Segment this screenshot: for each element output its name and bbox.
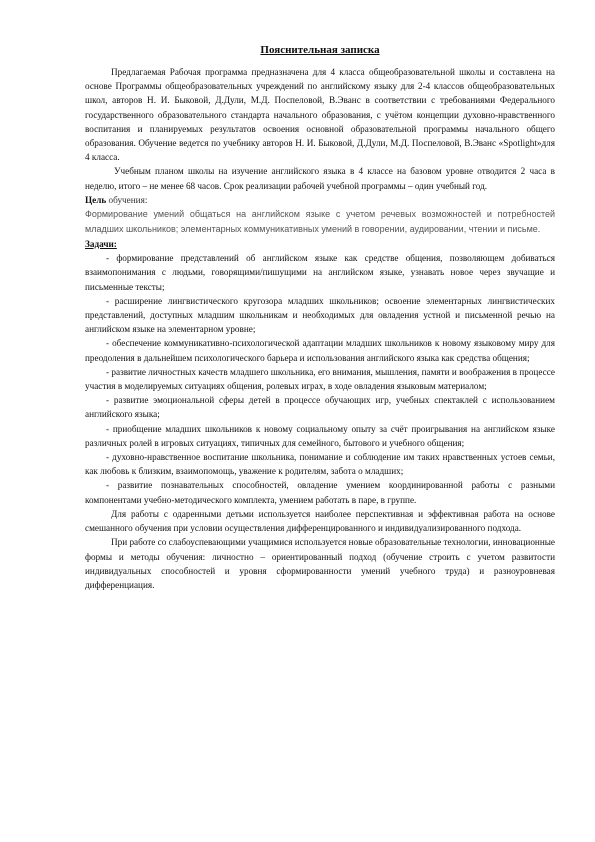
intro-paragraph: Предлагаемая Рабочая программа предназначена для 4 класса общеобразовательной школы и составлена на основе Программы общеобразовательных учреждений по английскому языку для 2-4 классов общеобразовательных школ, авторов Н. И. Быковой, Д.Дули, М.Д. Поспеловой, В.Эванс в соответствии с требованиями Федерального государственного образовательного стандарта начального образования, с учётом концепции духовно-нравственного воспитания и планируемых результатов освоения основной образовательной программы начального общего образования. Обучение ведется по учебнику авторов Н. И. Быковой, Д.Дули, М.Д. Поспеловой, В.Эванс «Spotlight»для 4 класса. xyxy=(85,67,555,163)
task-item: - развитие эмоциональной сферы детей в процессе обучающих игр, учебных спектаклей с использованием английского языка; xyxy=(85,395,555,420)
goal-text: Формирование умений общаться на английском языке с учетом речевых возможностей и потребностей младших школьников; элементарных коммуникативных умений в говорении, аудировании, чтении и письме. xyxy=(85,209,555,235)
task-item: - обеспечение коммуникативно-психологической адаптации младших школьников к новому языковому миру для преодоления в дальнейшем психологического барьера и использования английского языка как средства общения; xyxy=(85,338,555,363)
weak-students-paragraph: При работе со слабоуспевающими учащимися используется новые образовательные технологии, инновационные формы и методы обучения: личностно – ориентированный подход (обучение строить с учетом развитости индивидуальных способностей и уровня сформированности умений учебного труда) и разноуровневая дифференциация. xyxy=(85,537,555,590)
task-item: - формирование представлений об английском языке как средстве общения, позволяющем добиваться взаимопонимания с людьми, говорящими/пишущими на английском языке, узнавать новое через звучащие и письменные тексты; xyxy=(85,253,555,292)
gifted-paragraph: Для работы с одаренными детьми используется наиболее перспективная и эффективная работа на основе смешанного обучения при условии осуществления дифференцированного и индивидуализированного подхода. xyxy=(85,508,555,534)
task-item: - расширение лингвистического кругозора младших школьников; освоение элементарных лингвистических представлений, доступных младшим школьникам и необходимых для овладения устной и письменной речью на английском языке на элементарном уровне; xyxy=(85,295,555,335)
task-item: - развитие личностных качеств младшего школьника, его внимания, мышления, памяти и воображения в процессе участия в моделируемых ситуациях общения, ролевых играх, в ходе овладения языковым материалом; xyxy=(85,366,555,392)
document-page xyxy=(85,40,555,592)
page-title: Пояснительная записка xyxy=(260,44,380,56)
goal-label-bold: Цель xyxy=(85,194,107,205)
goal-label-rest: обучения: xyxy=(106,194,148,205)
tasks-heading: Задачи: xyxy=(85,239,117,250)
tasks-list xyxy=(85,251,555,507)
task-item: - развитие познавательных способностей, овладение умением координированной работы с разными компонентами учебно-методического комплекта, умением работать в паре, в группе. xyxy=(85,480,555,505)
task-item: - духовно-нравственное воспитание школьника, понимание и соблюдение им таких нравственных устоев семьи, как любовь к близким, взаимопомощь, уважение к родителям, забота о младших; xyxy=(85,452,555,477)
goal-heading xyxy=(85,193,555,207)
plan-paragraph: Учебным планом школы на изучение английского языка в 4 классе на базовом уровне отводится 2 часа в неделю, итого – не менее 68 часов. Срок реализации рабочей учебной программы – один учебный год. xyxy=(85,166,555,191)
task-item: - приобщение младших школьников к новому социальному опыту за счёт проигрывания на английском языке различных ролей в игровых ситуациях, типичных для семейного, бытового и учебного общения; xyxy=(85,423,555,448)
